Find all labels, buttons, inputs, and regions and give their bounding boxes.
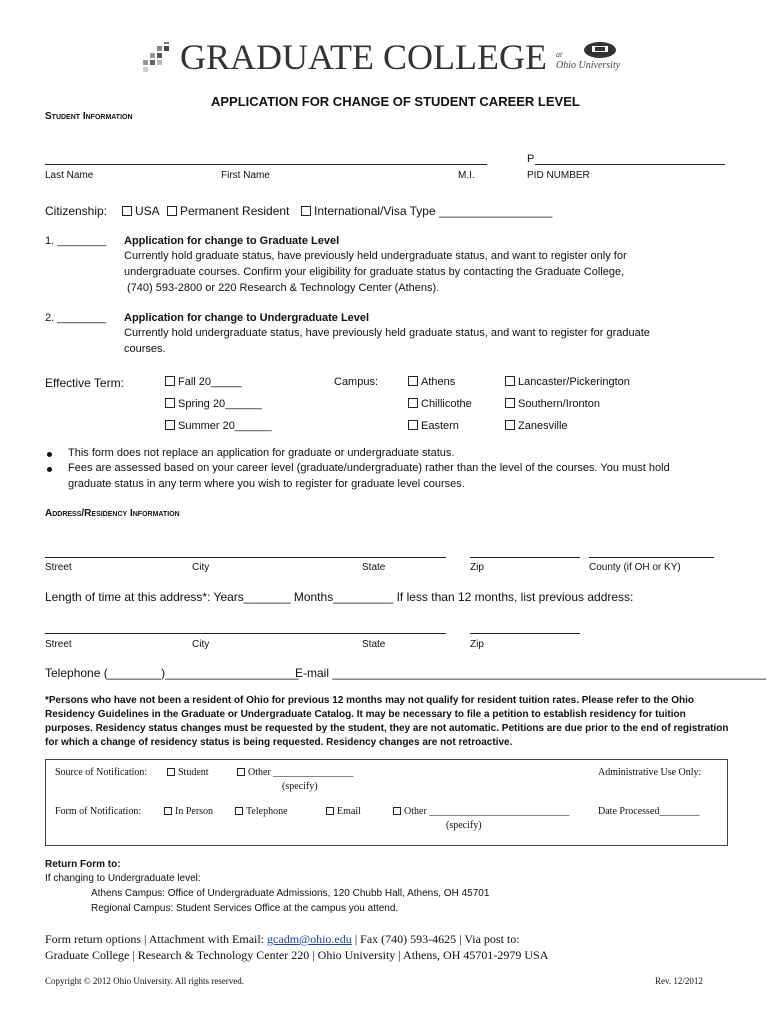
- option1-blank[interactable]: 1. ________: [45, 235, 107, 247]
- term-summer-checkbox[interactable]: Summer 20______: [165, 420, 272, 432]
- checkbox-icon: [167, 206, 177, 216]
- county-label: County (if OH or KY): [589, 562, 681, 573]
- bullet-icon: [47, 467, 52, 472]
- campus-eastern-checkbox[interactable]: Eastern: [408, 420, 459, 432]
- return-line-1: If changing to Undergraduate level:: [45, 873, 201, 884]
- citizenship-international-checkbox[interactable]: International/Visa Type _________________: [301, 204, 552, 218]
- pid-prefix: P: [527, 153, 535, 165]
- specify-label: (specify): [282, 781, 318, 792]
- return-form-heading: Return Form to:: [45, 859, 121, 870]
- zip-label: Zip: [470, 562, 484, 573]
- return-mailing-address: Graduate College | Research & Technology Center 220 | Ohio University | Athens, OH 45701-2979 USA: [45, 948, 549, 962]
- citizenship-usa-checkbox[interactable]: USA: [122, 204, 160, 218]
- address-heading: Address/Residency Information: [45, 508, 180, 519]
- zip-line[interactable]: [470, 557, 580, 558]
- checkbox-icon: [237, 768, 245, 776]
- campus-athens-checkbox[interactable]: Athens: [408, 376, 455, 388]
- note-bullet-1: This form does not replace an application for graduate or undergraduate status.: [68, 447, 455, 459]
- previous-address-line[interactable]: [45, 633, 446, 634]
- residency-note-line2: Residency Guidelines in the Graduate or Undergraduate Catalog. It may be necessary to file a petition to establish residency for tuition: [45, 709, 686, 720]
- return-options-line: Form return options | Attachment with Email: gcadm@ohio.edu | Fax (740) 593-4625 | Via post to:: [45, 932, 520, 946]
- logo-squares-icon: [143, 42, 177, 72]
- option2-desc-line2: courses.: [124, 343, 166, 355]
- checkbox-icon: [393, 807, 401, 815]
- street-label: Street: [45, 639, 72, 650]
- return-line-athens: Athens Campus: Office of Undergraduate Admissions, 120 Chubb Hall, Athens, OH 45701: [91, 888, 490, 899]
- student-info-heading: Student Information: [45, 111, 133, 122]
- checkbox-icon: [164, 807, 172, 815]
- zip-label: Zip: [470, 639, 484, 650]
- pid-label: PID NUMBER: [527, 170, 590, 181]
- residency-note-line4: for which a change of residency status is being requested. Residency changes are not retroactive.: [45, 737, 513, 748]
- county-line[interactable]: [589, 557, 714, 558]
- citizenship-label: Citizenship:: [45, 204, 108, 218]
- logo-university: Ohio University: [556, 60, 621, 71]
- checkbox-icon: [167, 768, 175, 776]
- effective-term-label: Effective Term:: [45, 376, 124, 390]
- form-title: APPLICATION FOR CHANGE OF STUDENT CAREER LEVEL: [211, 94, 580, 109]
- campus-label: Campus:: [334, 376, 379, 388]
- source-other-checkbox[interactable]: Other ________________: [237, 767, 353, 778]
- name-line[interactable]: [45, 164, 487, 165]
- option2-desc-line1: Currently hold undergraduate status, have previously held graduate status, and want to register for graduate: [124, 327, 650, 339]
- campus-southern-checkbox[interactable]: Southern/Ironton: [505, 398, 600, 410]
- option1-desc-line3: (740) 593-2800 or 220 Research & Technology Center (Athens).: [127, 282, 440, 294]
- logo-at: at: [556, 50, 563, 59]
- mi-label: M.I.: [458, 170, 475, 181]
- option2-title: Application for change to Undergraduate Level: [124, 312, 370, 324]
- option1-desc-line2: undergraduate courses. Confirm your eligibility for graduate status by contacting the Graduate College,: [124, 266, 625, 278]
- term-spring-checkbox[interactable]: Spring 20______: [165, 398, 262, 410]
- checkbox-icon: [408, 376, 418, 386]
- date-processed-field[interactable]: Date Processed________: [598, 806, 700, 817]
- residency-note-line1: *Persons who have not been a resident of Ohio for previous 12 months may not qualify for resident tuition rates. Please refer to the Ohio: [45, 695, 695, 706]
- checkbox-icon: [122, 206, 132, 216]
- form-of-notification-label: Form of Notification:: [55, 806, 142, 817]
- state-label: State: [362, 562, 386, 573]
- form-email-checkbox[interactable]: Email: [326, 806, 361, 817]
- form-other-checkbox[interactable]: Other ____________________________: [393, 806, 569, 817]
- administrative-use-label: Administrative Use Only:: [598, 767, 702, 778]
- form-in-person-checkbox[interactable]: In Person: [164, 806, 213, 817]
- checkbox-icon: [165, 398, 175, 408]
- address-line[interactable]: [45, 557, 446, 558]
- option2-blank[interactable]: 2. ________: [45, 312, 107, 324]
- last-name-label: Last Name: [45, 170, 94, 181]
- checkbox-icon: [408, 420, 418, 430]
- form-telephone-checkbox[interactable]: Telephone: [235, 806, 288, 817]
- source-of-notification-label: Source of Notification:: [55, 767, 148, 778]
- option1-desc-line1: Currently hold graduate status, have previously held undergraduate status, and want to register only for: [124, 250, 627, 262]
- campus-zanesville-checkbox[interactable]: Zanesville: [505, 420, 568, 432]
- email-link[interactable]: gcadm@ohio.edu: [267, 932, 352, 946]
- previous-zip-line[interactable]: [470, 633, 580, 634]
- citizenship-permanent-resident-checkbox[interactable]: Permanent Resident: [167, 204, 289, 218]
- checkbox-icon: [165, 420, 175, 430]
- state-label: State: [362, 639, 386, 650]
- logo-text: GRADUATE COLLEGE: [180, 37, 547, 77]
- return-line-regional: Regional Campus: Student Services Office at the campus you attend.: [91, 903, 399, 914]
- checkbox-icon: [235, 807, 243, 815]
- checkbox-icon: [505, 420, 515, 430]
- checkbox-icon: [326, 807, 334, 815]
- street-label: Street: [45, 562, 72, 573]
- telephone-field[interactable]: Telephone (________)____________________: [45, 666, 299, 680]
- pid-line[interactable]: [535, 164, 725, 165]
- checkbox-icon: [505, 398, 515, 408]
- length-at-address[interactable]: Length of time at this address*: Years_______ Months_________ If less than 12 months, list previous address:: [45, 590, 634, 604]
- checkbox-icon: [165, 376, 175, 386]
- source-student-checkbox[interactable]: Student: [167, 767, 209, 778]
- campus-chillicothe-checkbox[interactable]: Chillicothe: [408, 398, 472, 410]
- checkbox-icon: [408, 398, 418, 408]
- first-name-label: First Name: [221, 170, 270, 181]
- email-field[interactable]: E-mail _________________________________________________________________: [295, 666, 767, 680]
- note-bullet-2-line1: Fees are assessed based on your career level (graduate/undergraduate) rather than the level of the courses. You must hold: [68, 462, 670, 474]
- city-label: City: [192, 562, 210, 573]
- term-fall-checkbox[interactable]: Fall 20_____: [165, 376, 242, 388]
- copyright: Copyright © 2012 Ohio University. All rights reserved.: [45, 976, 244, 986]
- bullet-icon: [47, 452, 52, 457]
- revision-date: Rev. 12/2012: [655, 976, 703, 986]
- ohio-university-seal-icon: [578, 40, 622, 60]
- option1-title: Application for change to Graduate Level: [124, 235, 340, 247]
- checkbox-icon: [301, 206, 311, 216]
- residency-note-line3: purposes. Residency status changes must be requested by the student, they are not automatic. Petitions are due prior to the end of registration: [45, 723, 729, 734]
- city-label: City: [192, 639, 210, 650]
- specify-label: (specify): [446, 820, 482, 831]
- campus-lancaster-checkbox[interactable]: Lancaster/Pickerington: [505, 376, 630, 388]
- checkbox-icon: [505, 376, 515, 386]
- note-bullet-2-line2: graduate status in any term where you wish to register for graduate level courses.: [68, 478, 465, 490]
